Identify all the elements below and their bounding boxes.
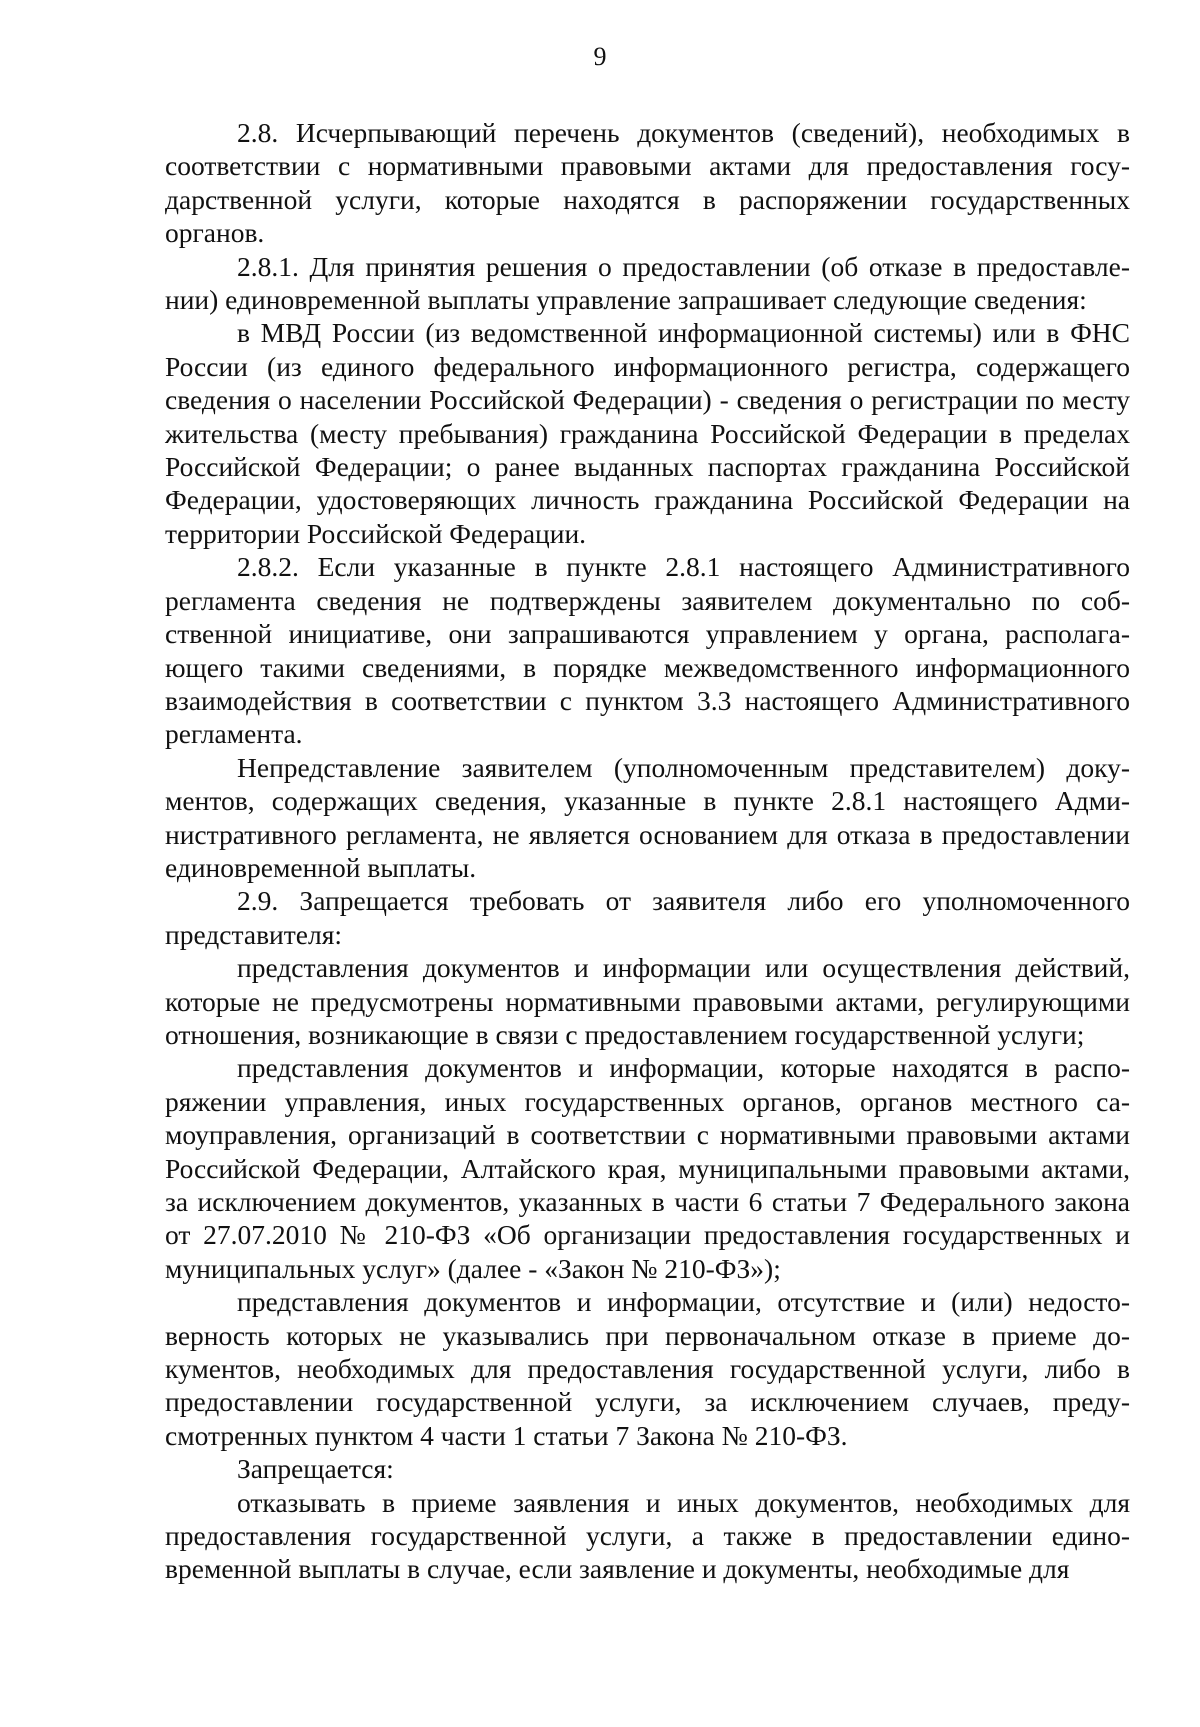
paragraph-2-8: 2.8. Исчерпывающий перечень документов (сведений), необходимых в соответствии с нормативными правовыми актами для предоставления государственной услуги, которые находятся в распоряжении государственных органов. bbox=[165, 117, 1130, 249]
paragraph-2-8-2: 2.8.2. Если указанные в пункте 2.8.1 настоящего Административного регламента сведения не подтверждены заявителем документально по собственной инициативе, они запрашиваются управлением у органа, располагающего такими сведениями, в порядке межведомственного информационного взаимодействия в соответствии с пунктом 3.3 настоящего Административного регламента. bbox=[165, 551, 1130, 750]
paragraph-2-9: 2.9. Запрещается требовать от заявителя либо его уполномоченного представителя: bbox=[165, 885, 1130, 950]
paragraph-non-submission: Непредставление заявителем (уполномоченным представителем) документов, содержащих сведения, указанные в пункте 2.8.1 настоящего Административного регламента, не является основанием для отказа в предоставлении единовременной выплаты. bbox=[165, 751, 1130, 883]
page-number: 9 bbox=[593, 42, 607, 71]
paragraph-refusal: отказывать в приеме заявления и иных документов, необходимых для предоставления государственной услуги, а также в предоставлении единовременной выплаты в случае, если заявление и документы, необходимые для bbox=[165, 1486, 1130, 1585]
paragraph-documents-absent: представления документов и информации, отсутствие и (или) недостоверность которых не указывались при первоначальном отказе в приеме документов, необходимых для предоставления государственной услуги, либо в предоставлении государственной услуги, за исключением случаев, предусмотренных пунктом 4 части 1 статьи 7 Закона № 210-ФЗ. bbox=[165, 1286, 1130, 1451]
paragraph-mvd-fns: в МВД России (из ведомственной информационной системы) или в ФНС России (из единого федерального информационного регистра, содержащего сведения о населении Российской Федерации) - сведения о регистрации по месту жительства (месту пребывания) гражданина Российской Федерации в пределах Российской Федерации; о ранее выданных паспортах гражданина Российской Федерации, удостоверяющих личность гражданина Российской Федерации на территории Российской Федерации. bbox=[165, 317, 1130, 549]
document-body bbox=[165, 116, 1130, 1586]
paragraph-documents-held: представления документов и информации, которые находятся в распоряжении управления, иных государственных органов, органов местного самоуправления, организаций в соответствии с нормативными правовыми актами Российской Федерации, Алтайского края, муниципальными правовыми актами, за исключением документов, указанных в части 6 статьи 7 Федерального закона от 27.07.2010 № 210-ФЗ «Об организации предоставления государственных и муниципальных услуг» (далее - «Закон № 210-ФЗ»); bbox=[165, 1052, 1130, 1284]
paragraph-prohibited: Запрещается: bbox=[237, 1453, 394, 1485]
paragraph-actions: представления документов и информации или осуществления действий, которые не предусмотрены нормативными правовыми актами, регулирующими отношения, возникающие в связи с предоставлением государственной услуги; bbox=[165, 952, 1130, 1050]
paragraph-2-8-1: 2.8.1. Для принятия решения о предоставлении (об отказе в предоставлении) единовременной выплаты управление запрашивает следующие сведения: bbox=[165, 250, 1130, 316]
